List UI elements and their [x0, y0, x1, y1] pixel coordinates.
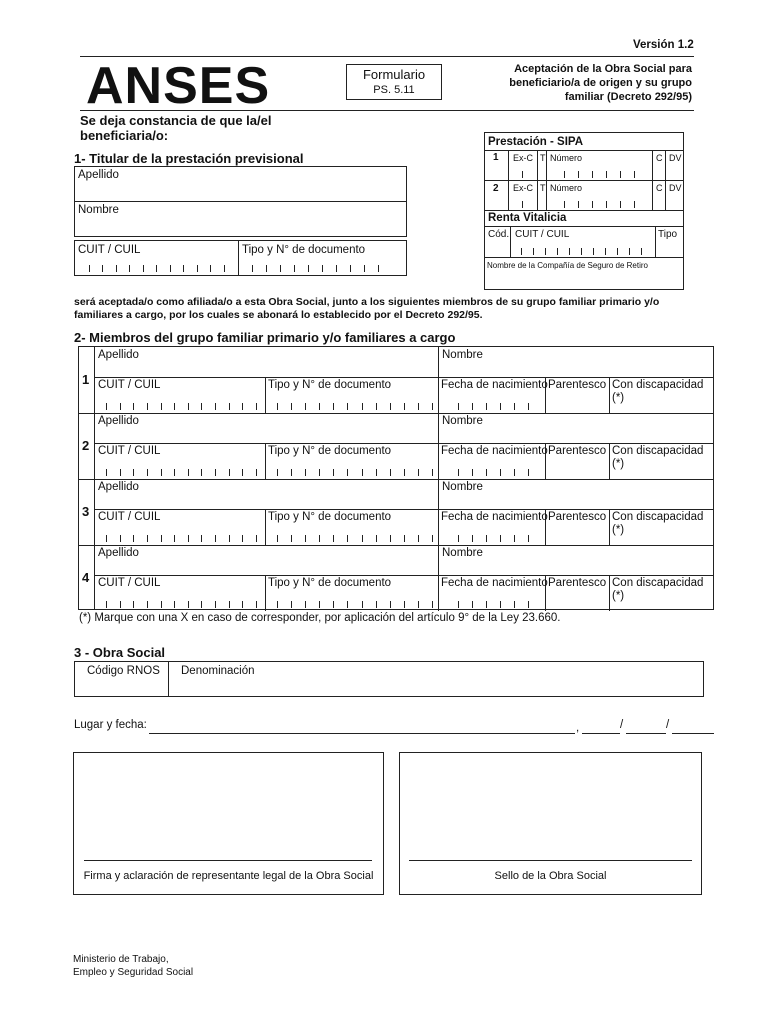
member-cuit-label: CUIT / CUIL: [98, 511, 161, 523]
signature-box-right[interactable]: [399, 752, 702, 895]
member-apellido-label: Apellido: [98, 349, 139, 361]
sipa-row2-num: 2: [493, 183, 499, 194]
year-input[interactable]: [672, 733, 714, 734]
member-cuit-input[interactable]: [106, 469, 256, 476]
sipa-box: [484, 132, 684, 290]
t-label-2: T: [540, 183, 546, 193]
renta-cuit-input[interactable]: [521, 248, 646, 255]
titular-cuit-input[interactable]: [89, 265, 229, 272]
cuit-label: CUIT / CUIL: [78, 244, 141, 256]
member-tipo-doc-label: Tipo y N° de documento: [268, 577, 392, 589]
month-input[interactable]: [626, 733, 666, 734]
header-bottom-rule: [80, 110, 694, 111]
member-fecha-label: Fecha de nacimiento: [441, 445, 548, 457]
member-fecha-label: Fecha de nacimiento: [441, 511, 548, 523]
member-number: 2: [82, 438, 90, 453]
apellido-label: Apellido: [78, 169, 119, 181]
titular-nombre-field[interactable]: [74, 201, 407, 237]
member-number: 3: [82, 504, 90, 519]
member-nombre-label: Nombre: [442, 547, 483, 559]
members-table: [78, 346, 714, 610]
member-cuit-input[interactable]: [106, 403, 256, 410]
obra-social-table: [74, 661, 704, 697]
tipo-doc-label: Tipo y N° de documento: [242, 244, 366, 256]
acceptance-text: será aceptada/o como afiliada/o a esta Obra Social, junto a los siguientes miembros de su grupo familiar primario y/o familiares a cargo, por los cuales se abonará lo establecido por el Decreto 292/95.: [74, 296, 660, 321]
member-apellido-label: Apellido: [98, 415, 139, 427]
slash-2: /: [666, 719, 670, 731]
member-nombre-label: Nombre: [442, 415, 483, 427]
member-number: 4: [82, 570, 90, 585]
member-apellido-label: Apellido: [98, 481, 139, 493]
renta-title: Renta Vitalicia: [488, 212, 567, 224]
member-fecha-input[interactable]: [458, 403, 528, 410]
numero-label: Número: [550, 153, 583, 163]
dv-label-2: DV: [669, 183, 682, 193]
slash-1: /: [620, 719, 624, 731]
member-cuit-label: CUIT / CUIL: [98, 445, 161, 457]
member-nombre-label: Nombre: [442, 349, 483, 361]
member-fecha-label: Fecha de nacimiento: [441, 379, 548, 391]
member-cuit-label: CUIT / CUIL: [98, 577, 161, 589]
member-number: 1: [82, 372, 90, 387]
c-label: C: [656, 153, 663, 163]
sipa-row2-input[interactable]: [522, 201, 642, 208]
intro-text: Se deja constancia de que la/el beneficiaria/o:: [80, 113, 272, 143]
titular-doc-input[interactable]: [252, 265, 392, 272]
form-label: Formulario: [362, 67, 426, 82]
titular-apellido-field[interactable]: [74, 166, 407, 202]
version-label: Versión 1.2: [633, 39, 694, 51]
member-parentesco-label: Parentesco: [548, 577, 607, 589]
signature-left-label: Firma y aclaración de representante legal de la Obra Social: [83, 870, 374, 882]
footnote: (*) Marque con una X en caso de corresponder, por aplicación del artículo 9° de la Ley 23.660.: [79, 612, 561, 624]
member-discapacidad-label: Con discapacidad (*): [612, 445, 704, 470]
section1-title: 1- Titular de la prestación previsional: [74, 151, 304, 166]
member-tipo-doc-label: Tipo y N° de documento: [268, 379, 392, 391]
comma: ,: [576, 722, 580, 734]
member-parentesco-label: Parentesco: [548, 379, 607, 391]
section2-title: 2- Miembros del grupo familiar primario y/o familiares a cargo: [74, 330, 456, 345]
section3-title: 3 - Obra Social: [74, 645, 166, 660]
member-parentesco-label: Parentesco: [548, 445, 607, 457]
lugar-fecha-label: Lugar y fecha:: [74, 719, 147, 731]
c-label-2: C: [656, 183, 663, 193]
sipa-row1-input[interactable]: [522, 171, 642, 178]
lugar-input[interactable]: [149, 733, 575, 734]
t-label: T: [540, 153, 546, 163]
member-tipo-doc-label: Tipo y N° de documento: [268, 445, 392, 457]
member-cuit-input[interactable]: [106, 601, 256, 608]
member-doc-input[interactable]: [277, 535, 432, 542]
member-cuit-label: CUIT / CUIL: [98, 379, 161, 391]
dv-label: DV: [669, 153, 682, 163]
member-doc-input[interactable]: [277, 601, 432, 608]
tipo-label: Tipo: [658, 229, 678, 240]
compania-label: Nombre de la Compañía de Seguro de Retiro: [487, 261, 648, 270]
member-cuit-input[interactable]: [106, 535, 256, 542]
form-code-box: [346, 64, 442, 100]
denominacion-label: Denominación: [181, 665, 255, 677]
cod-label: Cód.: [488, 229, 510, 240]
form-title: Aceptación de la Obra Social para beneficiario/a de origen y su grupo familiar (Decreto 292/95): [509, 63, 692, 103]
sipa-title: Prestación - SIPA: [488, 136, 584, 148]
form-code: PS. 5.11: [373, 84, 415, 96]
footer-line2: Empleo y Seguridad Social: [73, 967, 194, 978]
member-parentesco-label: Parentesco: [548, 511, 607, 523]
signature-box-left[interactable]: [73, 752, 384, 895]
member-doc-input[interactable]: [277, 403, 432, 410]
anses-logo: ANSES: [86, 57, 271, 115]
member-fecha-input[interactable]: [458, 469, 528, 476]
sipa-row1-num: 1: [493, 152, 499, 163]
codigo-rnos-label: Código RNOS: [87, 665, 160, 677]
titular-cuit-row: [74, 240, 407, 276]
member-nombre-label: Nombre: [442, 481, 483, 493]
nombre-label: Nombre: [78, 204, 119, 216]
footer-line1: Ministerio de Trabajo,: [73, 954, 169, 965]
exc-label-2: Ex-C: [513, 183, 533, 193]
signature-right-label: Sello de la Obra Social: [494, 870, 607, 882]
member-tipo-doc-label: Tipo y N° de documento: [268, 511, 392, 523]
numero-label-2: Número: [550, 183, 583, 193]
member-fecha-input[interactable]: [458, 601, 528, 608]
member-apellido-label: Apellido: [98, 547, 139, 559]
day-input[interactable]: [582, 733, 620, 734]
member-discapacidad-label: Con discapacidad (*): [612, 379, 704, 404]
member-doc-input[interactable]: [277, 469, 432, 476]
renta-cuit-label: CUIT / CUIL: [515, 229, 570, 240]
member-fecha-label: Fecha de nacimiento: [441, 577, 548, 589]
member-discapacidad-label: Con discapacidad (*): [612, 511, 704, 536]
member-fecha-input[interactable]: [458, 535, 528, 542]
exc-label: Ex-C: [513, 153, 533, 163]
member-discapacidad-label: Con discapacidad (*): [612, 577, 704, 602]
